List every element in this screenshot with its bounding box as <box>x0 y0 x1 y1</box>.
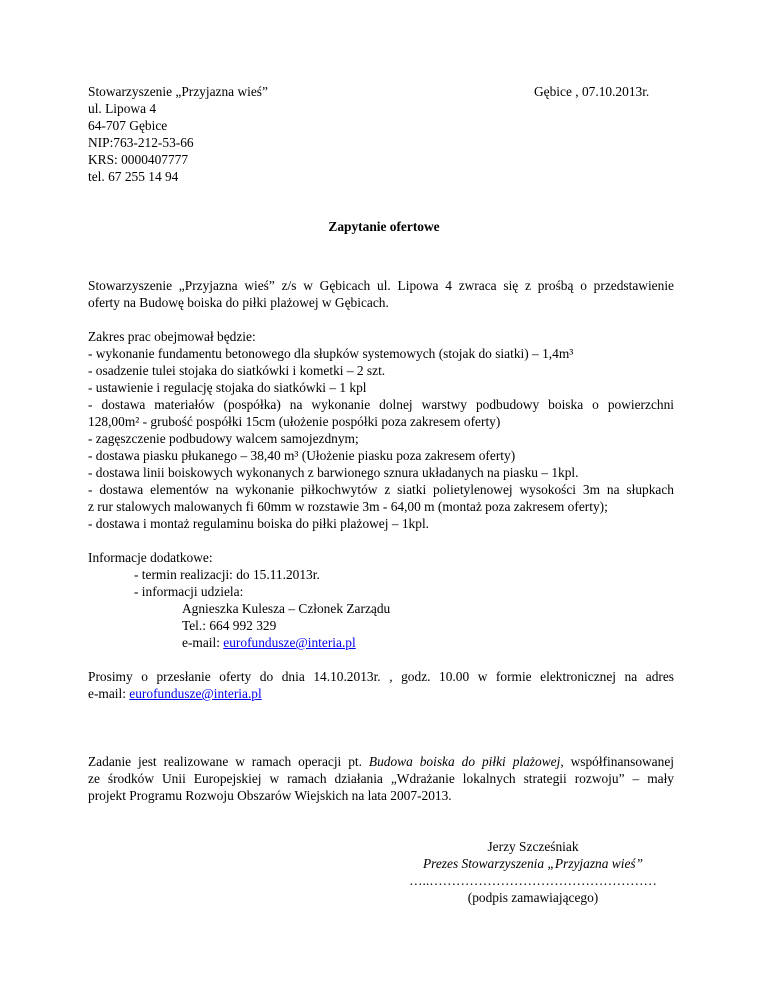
scope-line: - wykonanie fundamentu betonowego dla słupków systemowych (stojak do siatki) – 1,4m³ <box>88 346 574 361</box>
scope-line: - dostawa i montaż regulaminu boiska do piłki plażowej – 1kpl. <box>88 516 430 531</box>
scope-line: z rur stalowych malowanych fi 60mm w rozstawie 3m - 64,00 m (montaż poza zakresem oferty); <box>88 499 608 514</box>
funding-text-pre: Zadanie jest realizowane w ramach operacji pt. <box>88 754 369 769</box>
scope-line: - dostawa materiałów (pospółka) na wykonanie dolnej warstwy podbudowy boiska o powierzchni <box>88 397 674 412</box>
scope-line: - ustawienie i regulację stojaka do siatkówki – 1 kpl <box>88 380 367 395</box>
signature-dotted-line: …..…………………………………………… <box>409 873 657 888</box>
sender-postal: 64-707 Gębice <box>88 118 168 133</box>
scope-line: - dostawa piasku płukanego – 38,40 m³ (Ułożenie piasku poza zakresem oferty) <box>88 448 516 463</box>
scope-line: - zagęszczenie podbudowy walcem samojezdnym; <box>88 431 359 446</box>
funding-line-2: ze środków Unii Europejskiej w ramach działania „Wdrażanie lokalnych strategii rozwoju” – mały <box>88 771 674 786</box>
scope-line: - dostawa elementów na wykonanie piłkochwytów z siatki polietylenowej wysokości 3m na słupkach <box>88 482 674 497</box>
contact-tel: Tel.: 664 992 329 <box>182 618 277 633</box>
funding-text-post: , współfinansowanej <box>560 754 674 769</box>
intro-line-1: Stowarzyszenie „Przyjazna wieś” z/s w Gębicach ul. Lipowa 4 zwraca się z prośbą o przedstawienie <box>88 278 674 293</box>
signature-name: Jerzy Szcześniak <box>487 839 579 854</box>
email-label: e-mail: <box>88 686 130 701</box>
contact-name: Agnieszka Kulesza – Członek Zarządu <box>182 601 391 616</box>
funding-line-3: projekt Programu Rozwoju Obszarów Wiejskich na lata 2007-2013. <box>88 788 452 803</box>
intro-line-2: oferty na Budowę boiska do piłki plażowej w Gębicach. <box>88 295 389 310</box>
additional-heading: Informacje dodatkowe: <box>88 550 213 565</box>
sender-tel: tel. 67 255 14 94 <box>88 169 179 184</box>
email-label: e-mail: <box>182 635 224 650</box>
request-email-link[interactable]: eurofundusze@interia.pl <box>129 686 262 701</box>
contact-email-link[interactable]: eurofundusze@interia.pl <box>223 635 356 650</box>
scope-line: - osadzenie tulei stojaka do siatkówki i kometki – 2 szt. <box>88 363 386 378</box>
scope-heading: Zakres prac obejmował będzie: <box>88 329 256 344</box>
scope-line: - dostawa linii boiskowych wykonanych z barwionego sznura układanych na piasku – 1kpl. <box>88 465 579 480</box>
document-title: Zapytanie ofertowe <box>328 219 440 234</box>
signature-role: Prezes Stowarzyszenia „Przyjazna wieś” <box>422 856 644 871</box>
sender-nip: NIP:763-212-53-66 <box>88 135 194 150</box>
additional-deadline: - termin realizacji: do 15.11.2013r. <box>134 567 320 582</box>
funding-line-1 <box>88 753 674 770</box>
contact-email-row <box>182 634 356 651</box>
request-email-row <box>88 685 262 702</box>
place-date: Gębice , 07.10.2013r. <box>534 84 650 99</box>
additional-info-label: - informacji udziela: <box>134 584 244 599</box>
sender-name: Stowarzyszenie „Przyjazna wieś” <box>88 84 268 99</box>
signature-caption: (podpis zamawiającego) <box>467 890 599 905</box>
sender-street: ul. Lipowa 4 <box>88 101 157 116</box>
operation-title: Budowa boiska do piłki plażowej <box>368 754 561 769</box>
scope-line: 128,00m² - grubość pospółki 15cm (ułożenie pospółki poza zakresem oferty) <box>88 414 501 429</box>
request-line-1: Prosimy o przesłanie oferty do dnia 14.10.2013r. , godz. 10.00 w formie elektronicznej na adres <box>88 669 674 684</box>
sender-krs: KRS: 0000407777 <box>88 152 189 167</box>
